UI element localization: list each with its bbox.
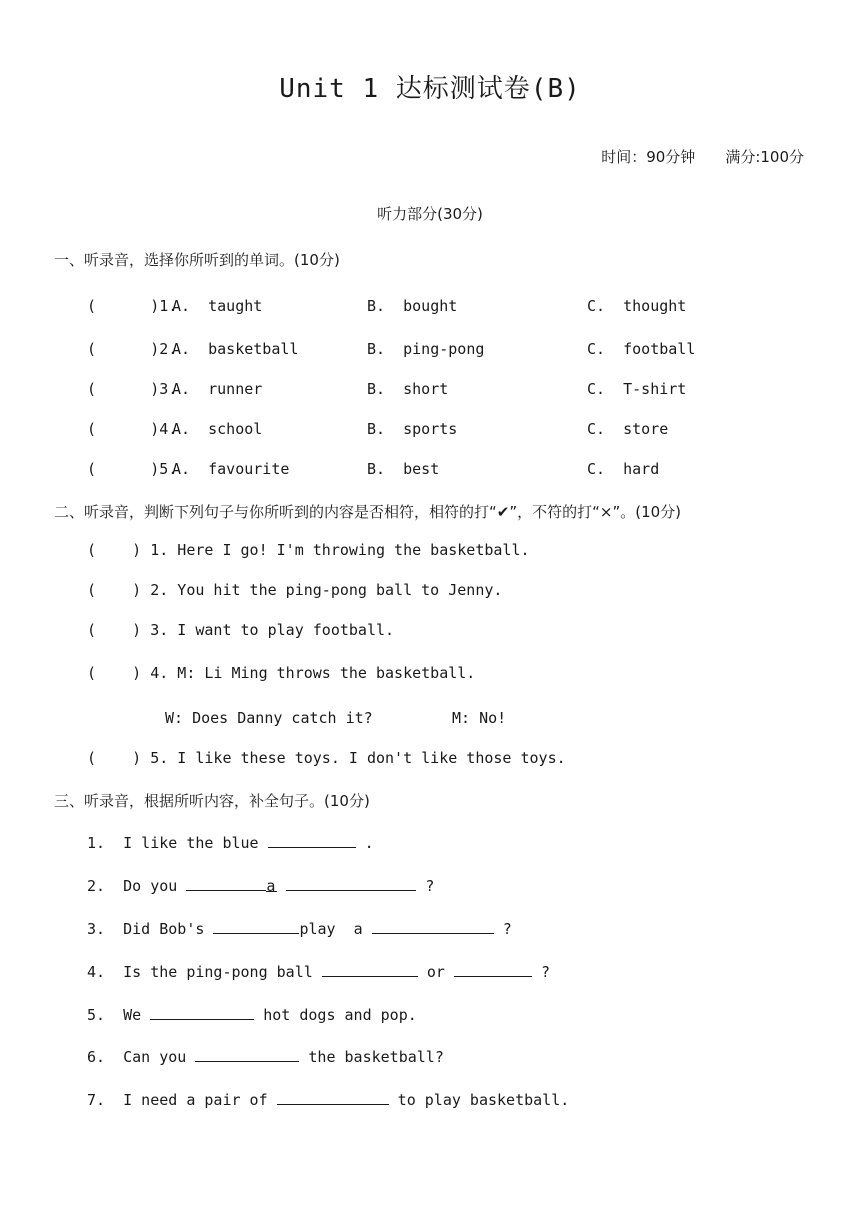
answer-blank[interactable]: [372, 919, 494, 934]
s1-item5-option-c: C. hard: [587, 460, 660, 478]
s3-sentence1: 1. I like the blue .: [87, 834, 374, 852]
s3-sentence2: 2. Do you a ?: [87, 877, 435, 895]
s1-item2-number: ( )2.: [87, 340, 178, 358]
s2-item5: ( ) 5. I like these toys. I don't like those toys.: [87, 749, 566, 767]
s1-item5-option-b: B. best: [367, 460, 440, 478]
full-score: 满分:100分: [725, 148, 804, 166]
s1-item1-option-b: B. bought: [367, 297, 458, 315]
section1-heading: 一、听录音，选择你所听到的单词。(10分): [54, 251, 340, 269]
s1-item4-number: ( )4.: [87, 420, 178, 438]
s3-sentence4: 4. Is the ping-pong ball or ?: [87, 963, 550, 981]
s2-item1: ( ) 1. Here I go! I'm throwing the basketball.: [87, 541, 530, 559]
answer-blank[interactable]: [268, 833, 356, 848]
s2-item2: ( ) 2. You hit the ping-pong ball to Jenny.: [87, 581, 503, 599]
answer-blank[interactable]: [454, 962, 532, 977]
part-heading: 听力部分(30分): [377, 205, 483, 223]
s2-item4-dialog-m: M: No!: [452, 709, 507, 727]
s1-item3-option-c: C. T-shirt: [587, 380, 687, 398]
answer-blank[interactable]: [277, 1090, 389, 1105]
s1-item1-option-a: A. taught: [172, 297, 263, 315]
s1-item3-number: ( )3.: [87, 380, 178, 398]
section3-heading: 三、听录音，根据所听内容，补全句子。(10分): [54, 792, 370, 810]
s2-item4: ( ) 4. M: Li Ming throws the basketball.: [87, 664, 476, 682]
exam-meta: [562, 128, 804, 167]
s1-item1-option-c: C. thought: [587, 297, 687, 315]
s1-item5-option-a: A. favourite: [172, 460, 290, 478]
underlined-word: a: [266, 877, 276, 895]
answer-blank[interactable]: [286, 876, 416, 891]
s3-sentence3: 3. Did Bob's play a ?: [87, 920, 512, 938]
s3-sentence6: 6. Can you the basketball?: [87, 1048, 444, 1066]
s1-item2-option-c: C. football: [587, 340, 696, 358]
s1-item5-number: ( )5.: [87, 460, 178, 478]
s1-item4-option-a: A. school: [172, 420, 263, 438]
time-limit: 时间：90分钟: [601, 148, 696, 166]
section2-heading: 二、听录音，判断下列句子与你所听到的内容是否相符，相符的打“✔”，不符的打“×”。(10分): [54, 503, 682, 521]
s3-sentence5: 5. We hot dogs and pop.: [87, 1006, 417, 1024]
answer-blank[interactable]: [150, 1005, 254, 1020]
s1-item3-option-b: B. short: [367, 380, 449, 398]
s1-item2-option-b: B. ping-pong: [367, 340, 485, 358]
s2-item4-dialog-w: W: Does Danny catch it?: [165, 709, 373, 727]
page-title: Unit 1 达标测试卷(B): [279, 74, 581, 104]
answer-blank[interactable]: [322, 962, 418, 977]
answer-blank[interactable]: [186, 876, 266, 891]
s1-item4-option-c: C. store: [587, 420, 669, 438]
s1-item1-number: ( )1.: [87, 297, 178, 315]
s1-item4-option-b: B. sports: [367, 420, 458, 438]
answer-blank[interactable]: [195, 1047, 299, 1062]
answer-blank[interactable]: [213, 919, 299, 934]
s2-item3: ( ) 3. I want to play football.: [87, 621, 395, 639]
s1-item3-option-a: A. runner: [172, 380, 263, 398]
s3-sentence7: 7. I need a pair of to play basketball.: [87, 1091, 570, 1109]
s1-item2-option-a: A. basketball: [172, 340, 299, 358]
